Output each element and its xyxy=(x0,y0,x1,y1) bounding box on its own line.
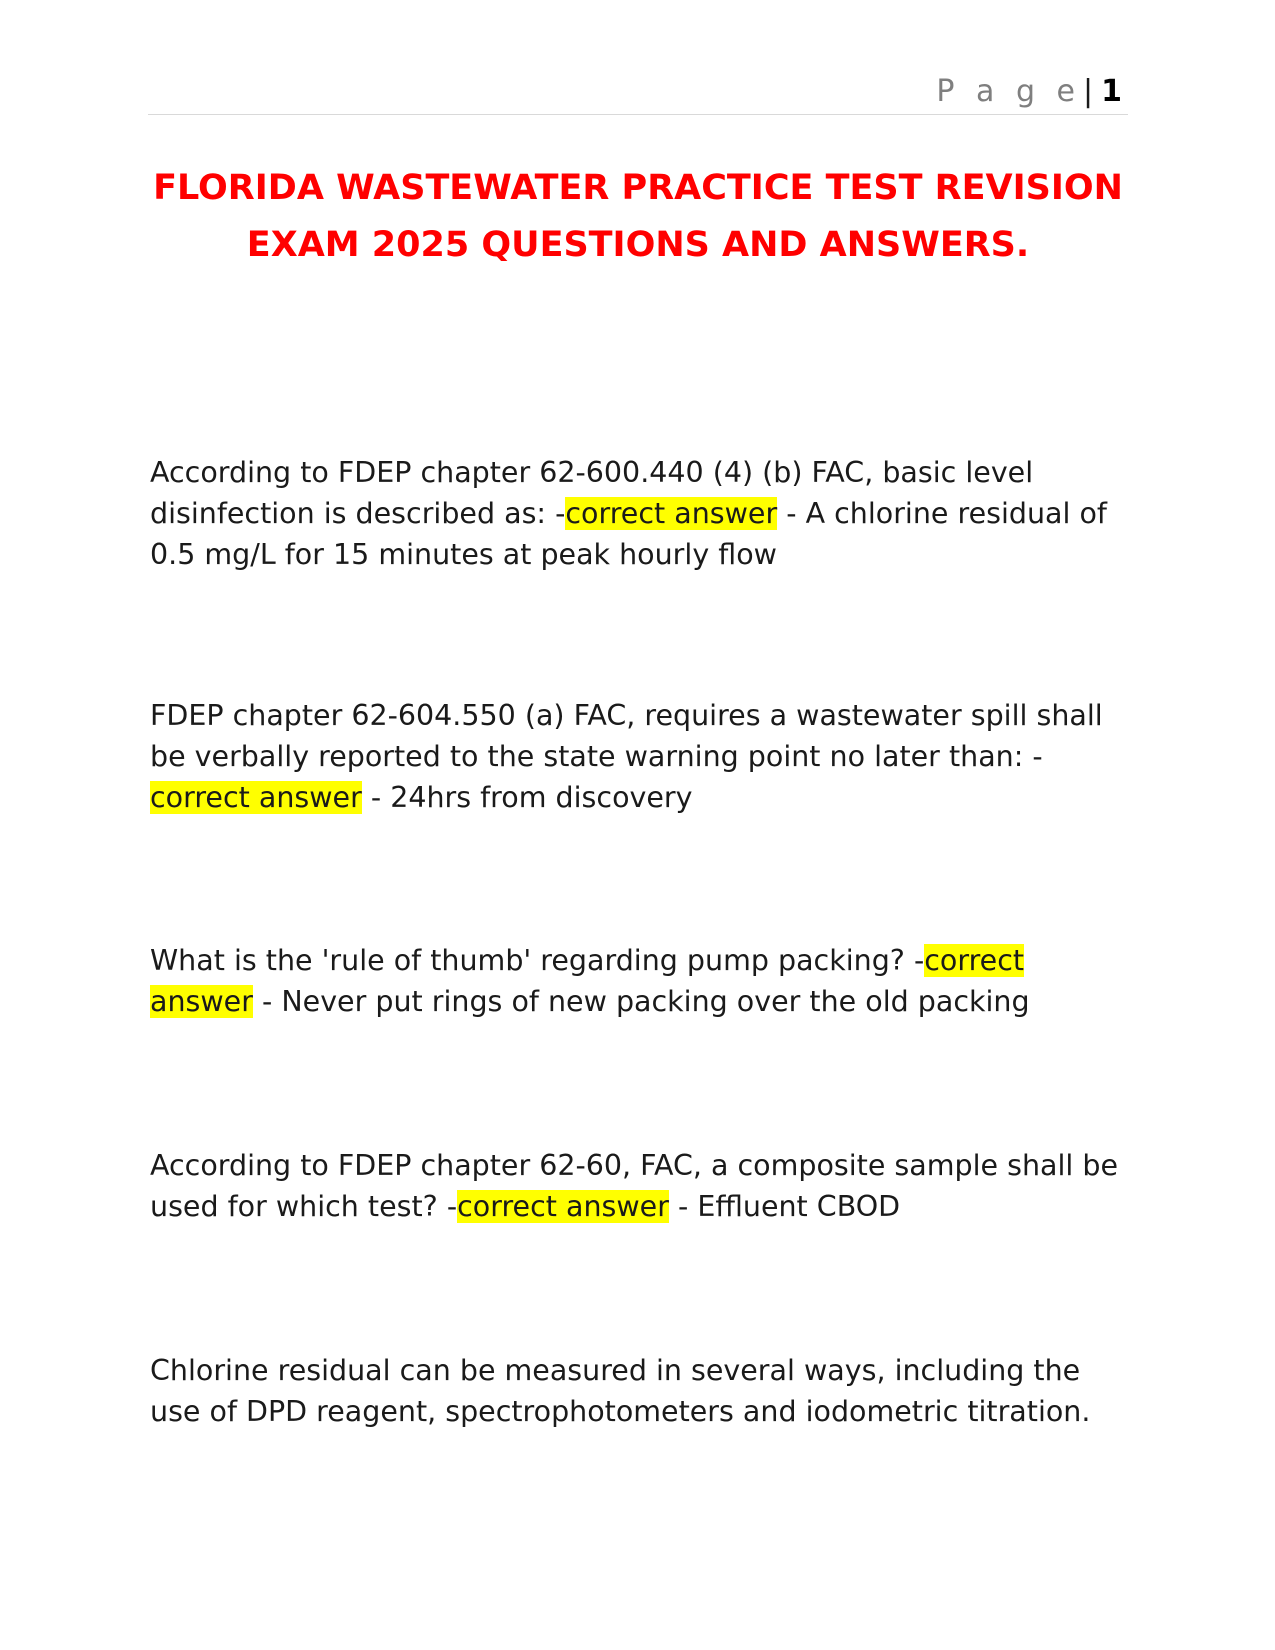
question-text: According to FDEP chapter 62-60, FAC, a composite sample shall be used for which test? - xyxy=(150,1149,1118,1223)
answer-text: - Effluent CBOD xyxy=(668,1190,901,1223)
question-text: FDEP chapter 62-604.550 (a) FAC, requires a wastewater spill shall be verbally reported to the state warning point no later than: - xyxy=(150,699,1103,773)
page-number-label xyxy=(936,74,1122,110)
correct-answer-marker: correct answer xyxy=(457,1190,669,1223)
answer-text: - A chlorine residual of 0.5 mg/L for 15 minutes at peak hourly flow xyxy=(150,497,1107,571)
answer-text: - 24hrs from discovery xyxy=(361,781,693,814)
qa-item-1 xyxy=(150,452,1125,575)
correct-answer-marker: correct answer xyxy=(150,944,1025,1018)
question-text: What is the 'rule of thumb' regarding pump packing? - xyxy=(150,944,925,977)
qa-item-4 xyxy=(150,1145,1125,1227)
page-number: 1 xyxy=(1101,74,1122,109)
note-paragraph: Chlorine residual can be measured in several ways, including the use of DPD reagent, spectrophotometers and iodometric titration. xyxy=(150,1354,1091,1428)
correct-answer-marker: correct answer xyxy=(565,497,778,530)
document-title: FLORIDA WASTEWATER PRACTICE TEST REVISION EXAM 2025 QUESTIONS AND ANSWERS. xyxy=(153,168,1123,265)
answer-text: - Never put rings of new packing over the old packing xyxy=(252,985,1030,1018)
qa-item-3 xyxy=(150,940,1125,1022)
correct-answer-marker: correct answer xyxy=(150,781,362,814)
page-word: P a g e xyxy=(936,74,1082,109)
qa-item-2 xyxy=(150,695,1125,818)
question-text: According to FDEP chapter 62-600.440 (4) (b) FAC, basic level disinfection is described as: - xyxy=(150,456,1034,530)
page-header xyxy=(148,70,1128,115)
page-separator: | xyxy=(1083,74,1094,109)
